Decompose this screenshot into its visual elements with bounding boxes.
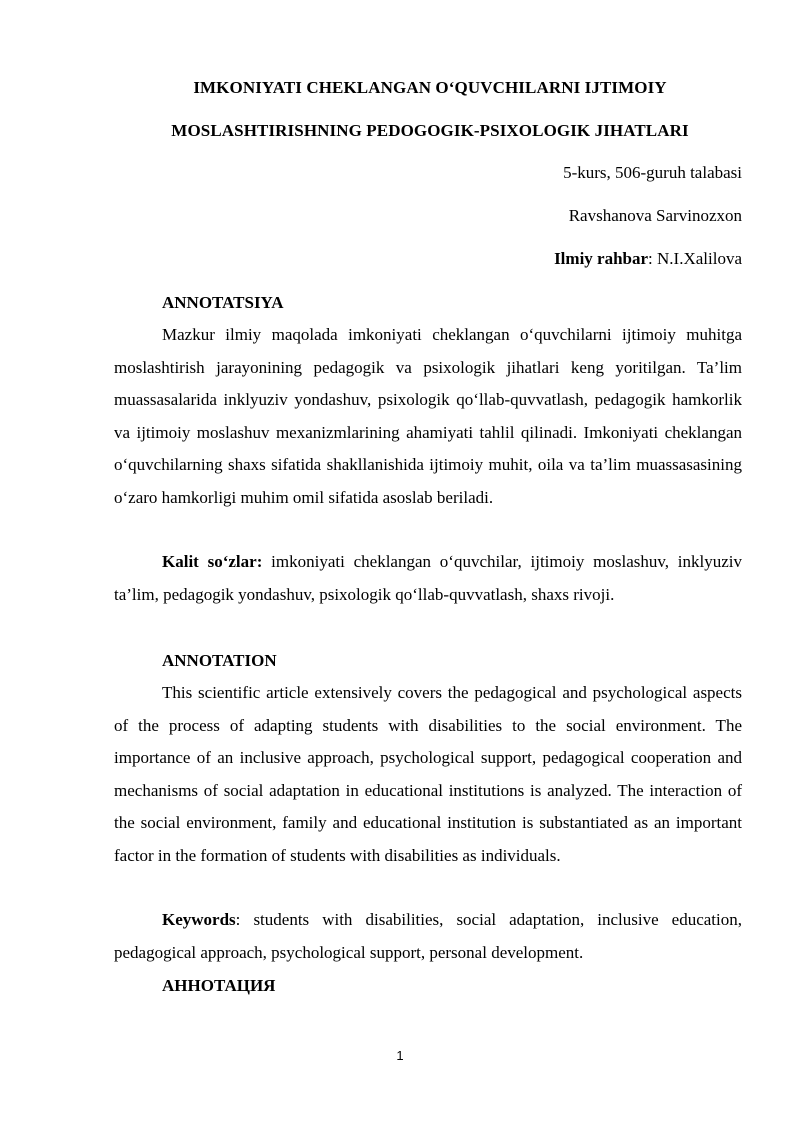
advisor-label: Ilmiy rahbar xyxy=(554,249,649,268)
annotatsiya-paragraph: Mazkur ilmiy maqolada imkoniyati cheklangan o‘quvchilarni ijtimoiy muhitga moslashtirish jarayonining pedagogik va psixologik jihatlari keng yoritilgan. Ta’lim muassasalarida inklyuziv yondashuv, psixologik qo‘llab-quvvatlash, pedagogik hamkorlik va ijtimoiy moslashuv mexanizmlarining ahamiyati tahlil qilinadi. Imkoniyati cheklangan o‘quvchilarning shaxs sifatida shakllanishida ijtimoiy muhit, oila va ta’lim muassasasining o‘zaro hamkorligi muhim omil sifatida asoslab beriladi. xyxy=(114,325,742,507)
ru-annotation-heading: АННОТАЦИЯ xyxy=(162,976,276,995)
page-number: 1 xyxy=(396,1048,404,1063)
keywords-label: Keywords xyxy=(162,910,236,929)
annotation-heading: ANNOTATION xyxy=(162,651,277,670)
kalit-sozlar-label: Kalit so‘zlar: xyxy=(162,552,263,571)
advisor-line xyxy=(554,249,742,269)
kalit-sozlar-paragraph xyxy=(114,546,742,611)
title-line-1: IMKONIYATI CHEKLANGAN O‘QUVCHILARNI IJTIMOIY xyxy=(193,78,667,97)
kalit-sozlar-text: imkoniyati cheklangan o‘quvchilar, ijtimoiy moslashuv, inklyuziv ta’lim, pedagogik yondashuv, psixologik qo‘llab-quvvatlash, shaxs rivoji. xyxy=(114,552,742,604)
annotation-paragraph: This scientific article extensively covers the pedagogical and psychological aspects of the process of adapting students with disabilities to the social environment. The importance of an inclusive approach, psychological support, pedagogical cooperation and mechanisms of social adaptation in educational institutions is analyzed. The interaction of the social environment, family and educational institution is substantiated as an important factor in the formation of students with disabilities as individuals. xyxy=(114,683,742,865)
advisor-name: : N.I.Xalilova xyxy=(648,249,742,268)
keywords-text: : students with disabilities, social adaptation, inclusive education, pedagogical approach, psychological support, personal development. xyxy=(114,910,742,962)
title-line-2: MOSLASHTIRISHNING PEDOGOGIK-PSIXOLOGIK JIHATLARI xyxy=(171,121,689,140)
author-name: Ravshanova Sarvinozxon xyxy=(568,206,742,225)
keywords-paragraph xyxy=(114,904,742,969)
author-course: 5-kurs, 506-guruh talabasi xyxy=(563,163,742,182)
annotatsiya-heading: ANNOTATSIYA xyxy=(162,293,284,312)
